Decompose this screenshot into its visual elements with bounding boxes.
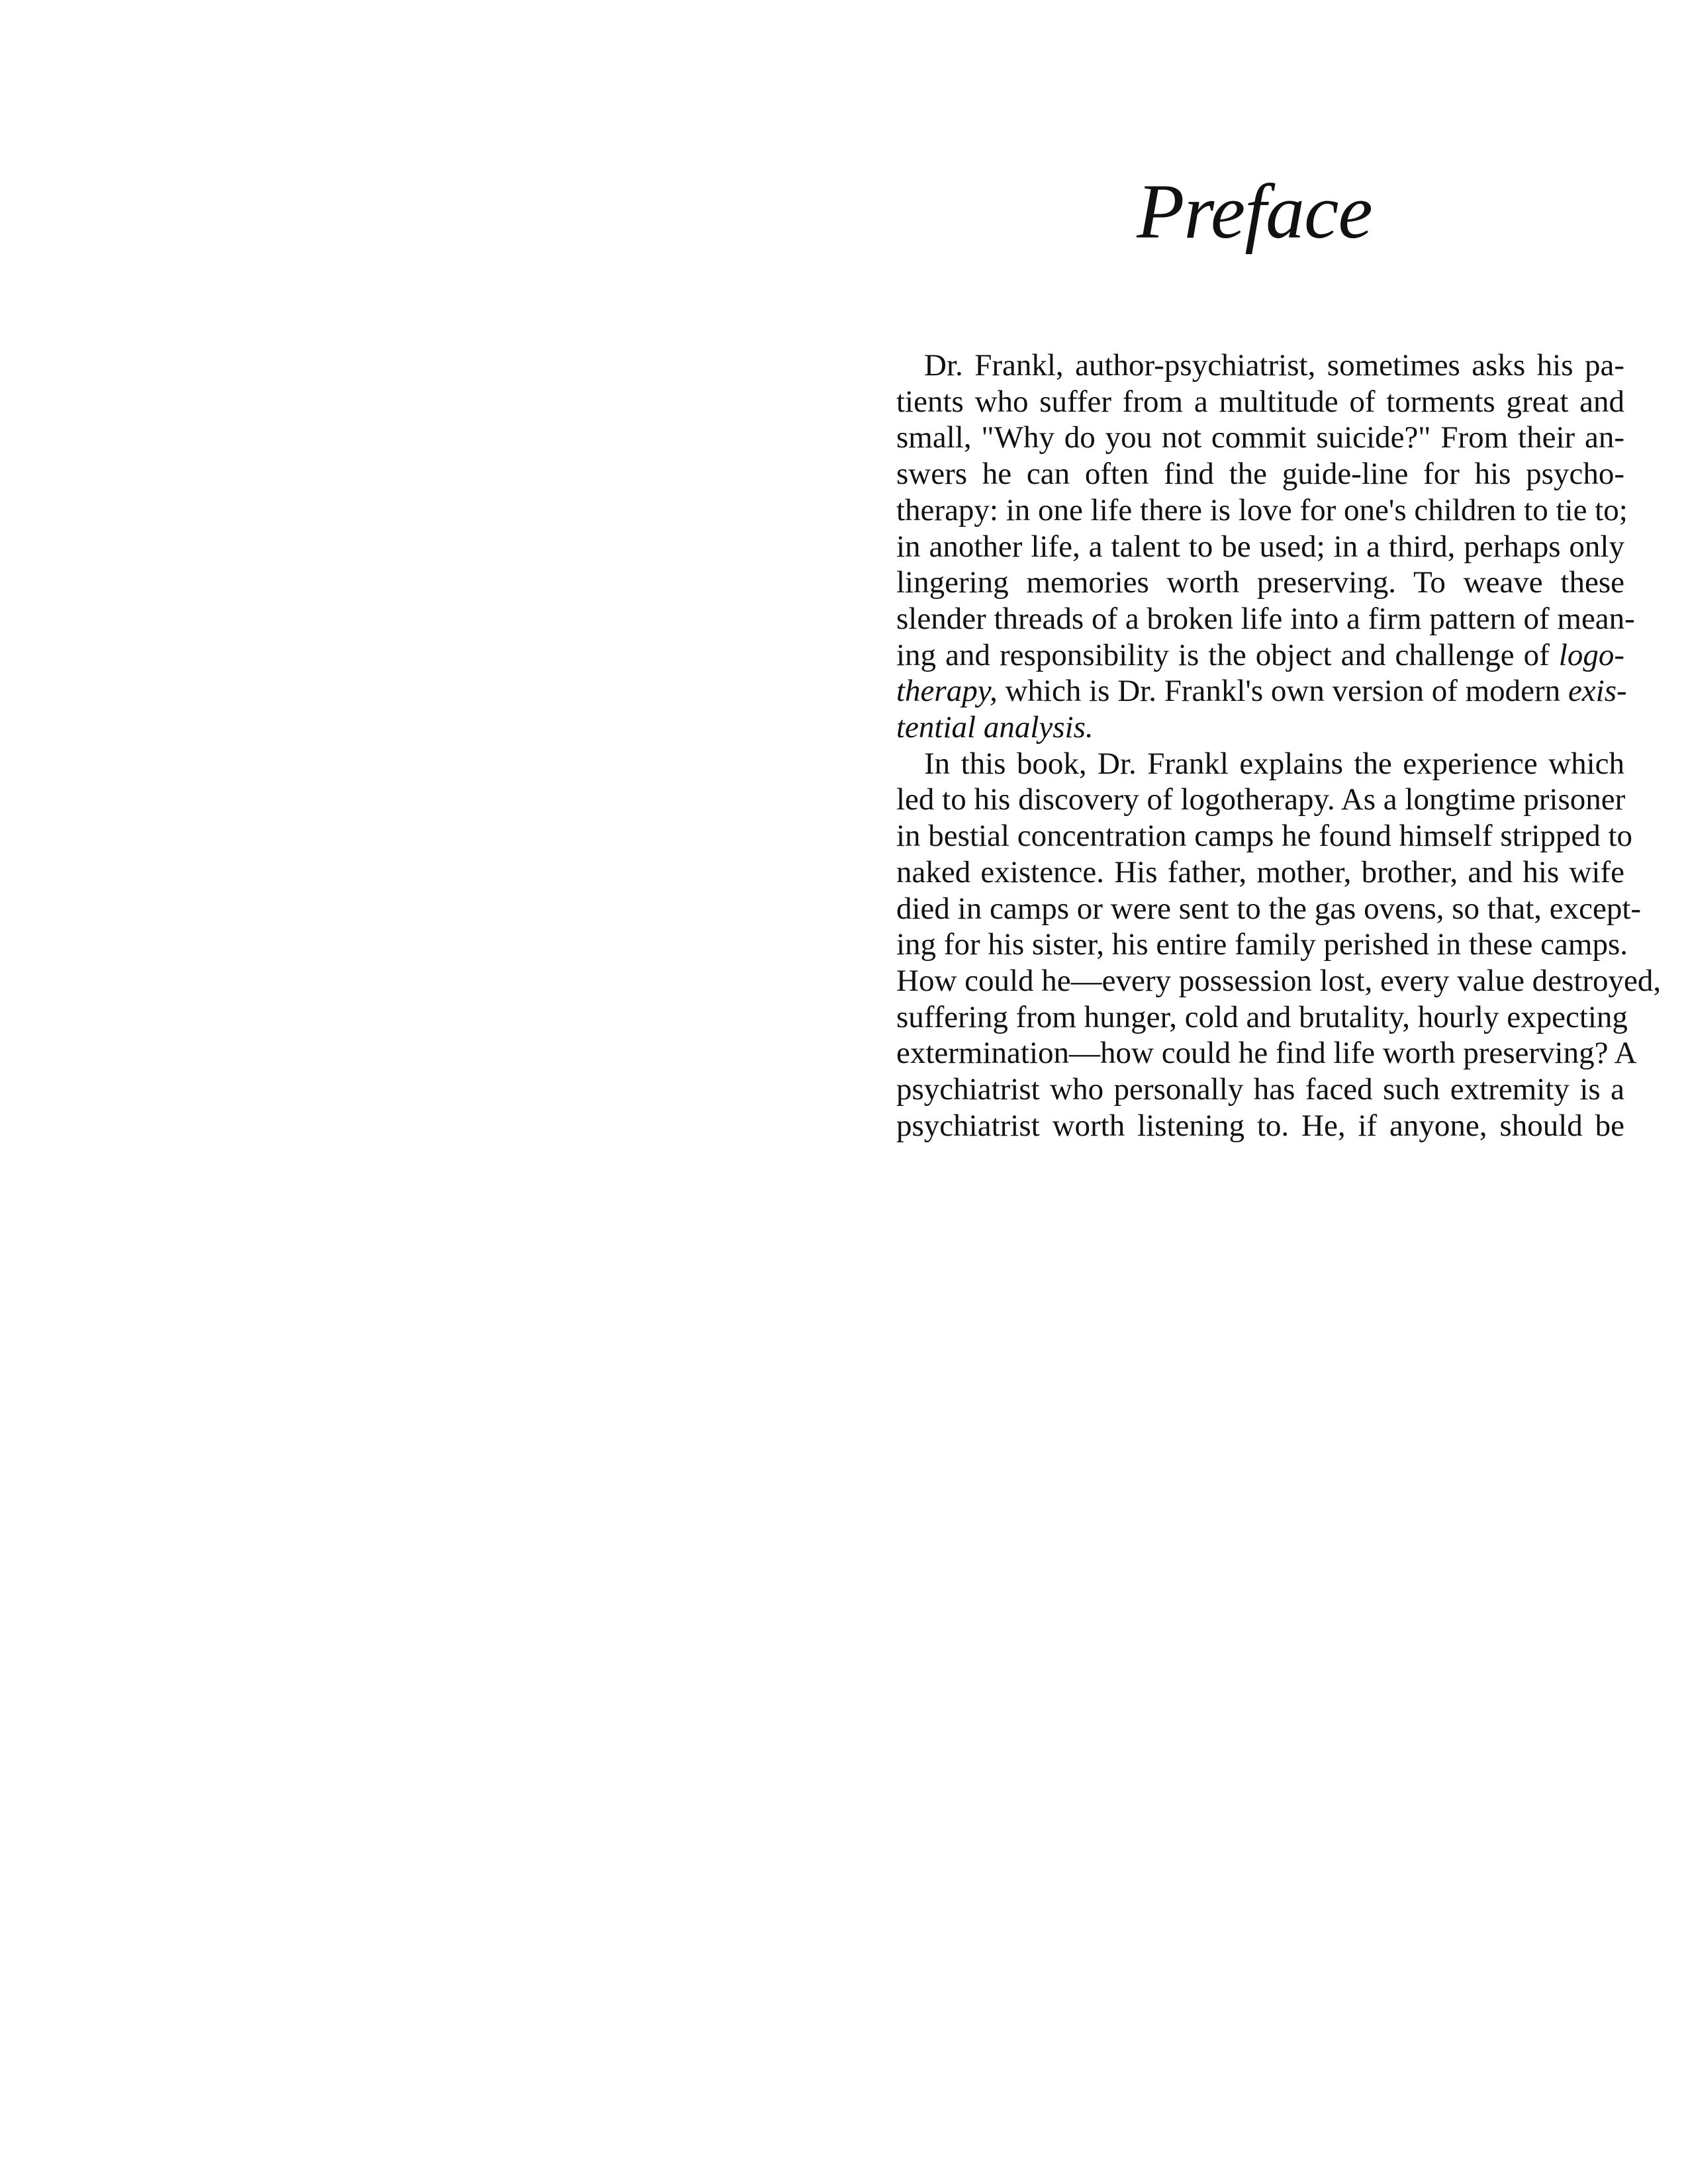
text-line [896, 818, 1633, 854]
paragraph [896, 746, 1662, 1144]
preface-body [896, 347, 1662, 1144]
text-line [896, 709, 1624, 746]
text-line [896, 529, 1624, 565]
text-run: swers he can often find the guide-line for his psycho- [896, 457, 1624, 492]
italic-run: logo- [1558, 637, 1624, 672]
text-run: in another life, a talent to be used; in a third, perhaps only [896, 529, 1624, 564]
text-run: small, "Why do you not commit suicide?" From their an- [896, 420, 1624, 455]
text-line [896, 746, 1624, 782]
text-line [896, 891, 1642, 927]
text-run: lingering memories worth preserving. To weave these [896, 565, 1624, 600]
text-run: therapy: in one life there is love for one's children to tie to; [896, 492, 1628, 527]
text-line [896, 1108, 1624, 1144]
text-run: psychiatrist who personally has faced such extremity is a [896, 1072, 1624, 1107]
text-run: ing for his sister, his entire family perished in these camps. [896, 927, 1628, 962]
text-run: slender threads of a broken life into a firm pattern of mean- [896, 601, 1635, 636]
text-run: In this book, Dr. Frankl explains the experience which [924, 746, 1624, 781]
text-run: extermination—how could he find life worth preserving? A [896, 1036, 1637, 1071]
text-line [896, 782, 1624, 818]
text-line [896, 565, 1624, 601]
text-line [896, 384, 1624, 420]
text-line [896, 347, 1624, 384]
italic-run: therapy, [896, 674, 998, 709]
text-line [896, 927, 1628, 963]
italic-run: tential analysis. [896, 710, 1094, 745]
text-line [896, 1071, 1624, 1108]
text-run: suffering from hunger, cold and brutality, hourly expecting [896, 999, 1628, 1034]
text-run: which is Dr. Frankl's own version of modern [997, 674, 1568, 709]
italic-run: exis- [1568, 674, 1627, 709]
text-run: in bestial concentration camps he found himself stripped to [896, 819, 1633, 854]
text-line [896, 601, 1635, 637]
text-line [896, 963, 1662, 999]
text-run: How could he—every possession lost, every value destroyed, [896, 963, 1662, 998]
text-line [896, 1035, 1637, 1071]
text-run: died in camps or were sent to the gas ovens, so that, except- [896, 891, 1642, 926]
text-line [896, 999, 1628, 1036]
text-line [896, 854, 1624, 891]
text-run: ing and responsibility is the object and challenge of [896, 637, 1559, 672]
text-run: tients who suffer from a multitude of torments great and [896, 384, 1624, 419]
text-run: psychiatrist worth listening to. He, if anyone, should be [896, 1108, 1624, 1143]
text-line [896, 637, 1624, 674]
text-run: led to his discovery of logotherapy. As a longtime prisoner [896, 782, 1626, 817]
paragraph [896, 347, 1635, 746]
chapter-title: Preface [1137, 168, 1372, 255]
text-run: Dr. Frankl, author-psychiatrist, sometimes asks his pa- [924, 348, 1624, 383]
text-line [896, 673, 1627, 709]
text-run: naked existence. His father, mother, brother, and his wife [896, 854, 1624, 889]
text-line [896, 420, 1624, 456]
text-line [896, 456, 1624, 492]
text-line [896, 492, 1628, 529]
